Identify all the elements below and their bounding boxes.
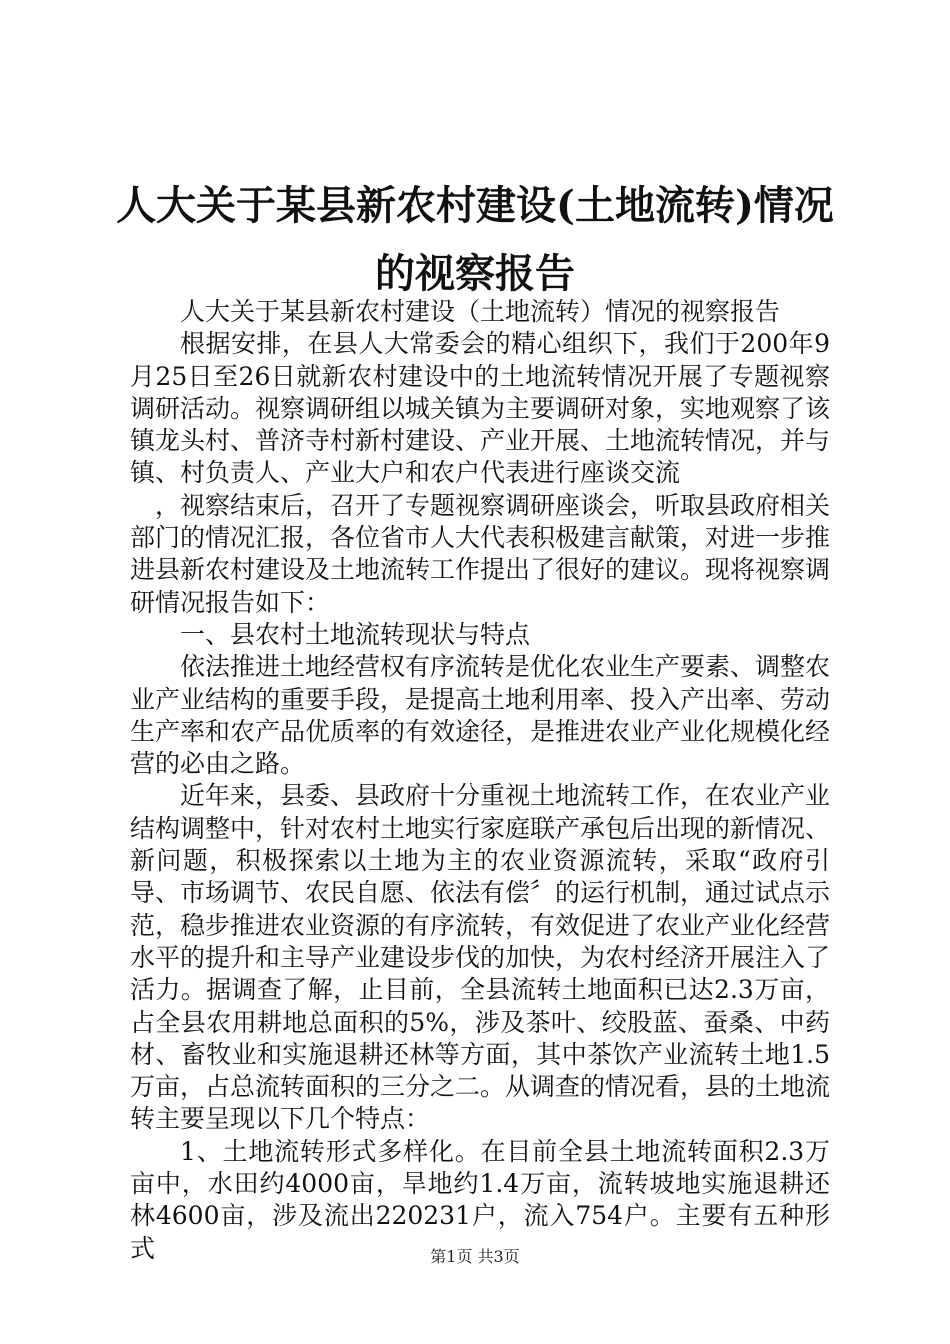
paragraph-body: 近年来，县委、县政府十分重视土地流转工作，在农业产业结构调整中，针对农村土地实行家庭联产承包后出现的新情况、新问题，积极探索以土地为主的农业资源流转，采取“政府引导、市场调节、农民自愿、依法有偿〞的运行机制，通过试点示范，稳步推进农业资源的有序流转，有效促进了农业产业化经营水平的提升和主导产业建设步伐的加快，为农村经济开展注入了活力。据调查了解，止目前，全县流转土地面积已达2.3万亩，占全县农用耕地总面积的5%，涉及茶叶、绞股蓝、蚕桑、中药材、畜牧业和实施退耕还林等方面，其中茶饮产业流转土地1.5万亩，占总流转面积的三分之二。从调查的情况看，县的土地流转主要呈现以下几个特点：: [130, 781, 831, 1134]
document-body: [130, 296, 830, 1265]
section-heading: 一、县农村土地流转现状与特点: [180, 619, 531, 649]
paragraph-body: 1、土地流转形式多样化。在目前全县土地流转面积2.3万亩中，水田约4000亩，旱地约1.4万亩，流转坡地实施退耕还林4600亩，涉及流出220231户，流入754户。主要有五种形式: [130, 1136, 830, 1263]
paragraph-intro-continued: ，视察结束后，召开了专题视察调研座谈会，听取县政府相关部门的情况汇报，各位省市人大代表积极建言献策，对进一步推进县新农村建设及土地流转工作提出了很好的建议。现将视察调研情况报告如下：: [130, 490, 831, 617]
paragraph-body: 依法推进土地经营权有序流转是优化农业生产要素、调整农业产业结构的重要手段，是提高土地利用率、投入产出率、劳动生产率和农产品优质率的有效途径，是推进农业产业化规模化经营的必由之路。: [130, 652, 831, 779]
page-number-footer: 第1页 共3页: [430, 1247, 520, 1266]
paragraph-intro: 根据安排，在县人大常委会的精心组织下，我们于200年9月25日至26日就新农村建设中的土地流转情况开展了专题视察调研活动。视察调研组以城关镇为主要调研对象，实地观察了该镇龙头村、普济寺村新村建设、产业开展、土地流转情况，并与镇、村负责人、产业大户和农户代表进行座谈交流: [130, 329, 831, 488]
paragraph-heading-repeat: 人大关于某县新农村建设（土地流转）情况的视察报告: [180, 297, 781, 326]
document-title: 人大关于某县新农村建设(土地流转)情况的视察报告: [116, 182, 834, 297]
